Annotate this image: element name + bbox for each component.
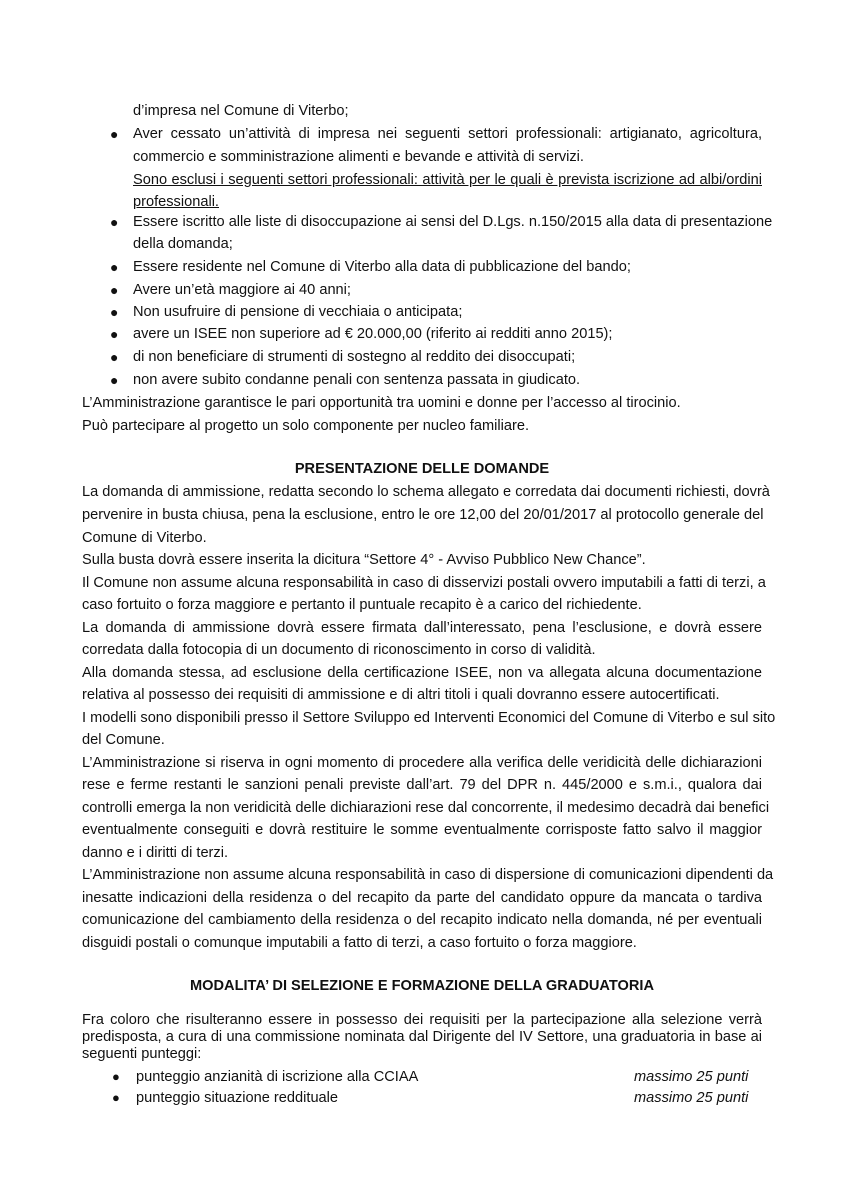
bullet-icon: ● [112,1069,120,1084]
paragraph-line: caso fortuito o forza maggiore e pertanto il puntuale recapito è a carico del richiedente. [82,597,642,613]
paragraph-line: predisposta, a cura di una commissione nominata dal Dirigente del IV Settore, una graduatoria in base ai [82,1029,762,1045]
list-item-text: Avere un’età maggiore ai 40 anni; [133,282,351,298]
paragraph-line: I modelli sono disponibili presso il Settore Sviluppo ed Interventi Economici del Comune di Viterbo e sul sito [82,710,776,726]
paragraph-line: Sulla busta dovrà essere inserita la dicitura “Settore 4° - Avviso Pubblico New Chance”. [82,552,646,568]
bullet-icon: ● [112,1090,120,1105]
paragraph-line: rese e ferme restanti le sanzioni penali previste dall’art. 79 del DPR n. 445/2000 e s.m.i., qualora dai [82,777,762,793]
paragraph-line: L’Amministrazione si riserva in ogni momento di procedere alla verifica delle veridicità delle dichiarazioni [82,755,762,771]
paragraph: Può partecipare al progetto un solo componente per nucleo familiare. [82,418,530,434]
bullet-icon: ● [110,259,119,275]
paragraph-line: inesatte indicazioni della residenza o del recapito da parte del candidato oppure da mancata o tardiva [82,890,762,906]
list-item-text: avere un ISEE non superiore ad € 20.000,00 (riferito ai redditi anno 2015); [133,326,613,342]
paragraph-line: L’Amministrazione non assume alcuna responsabilità in caso di dispersione di comunicazioni dipendenti da [82,867,774,883]
paragraph-line: pervenire in busta chiusa, pena la esclusione, entro le ore 12,00 del 20/01/2017 al protocollo generale del [82,507,764,523]
score-item-label: punteggio situazione reddituale [136,1090,339,1106]
list-item-continuation: d’impresa nel Comune di Viterbo; [133,103,349,119]
paragraph-line: disguidi postali o comunque imputabili a fatto di terzi, a caso fortuito o forza maggiore. [82,935,637,951]
bullet-icon: ● [110,214,119,230]
bullet-icon: ● [110,349,119,365]
paragraph-line: Fra coloro che risulteranno essere in possesso dei requisiti per la partecipazione alla selezione verrà [82,1012,762,1028]
paragraph-line: eventualmente conseguiti e dovrà restituire le somme eventualmente corrisposte fatto salvo il maggior [82,822,762,838]
paragraph: L’Amministrazione garantisce le pari opportunità tra uomini e donne per l’accesso al tirocinio. [82,395,681,411]
list-item-text: della domanda; [133,236,233,252]
score-item-max: massimo 25 punti [634,1069,749,1085]
list-item-text: di non beneficiare di strumenti di sostegno al reddito dei disoccupati; [133,349,576,365]
bullet-icon: ● [110,282,119,298]
underlined-note: Sono esclusi i seguenti settori professionali: attività per le quali è prevista iscrizione ad albi/ordini [133,172,762,188]
list-item-text: non avere subito condanne penali con sentenza passata in giudicato. [133,372,581,388]
paragraph-line: controlli emerga la non veridicità delle dichiarazioni rese dal concorrente, il medesimo decadrà dai benefici [82,800,770,816]
paragraph-line: comunicazione del cambiamento della residenza o del recapito indicato nella domanda, né per eventuali [82,912,762,928]
list-item-text: commercio e somministrazione alimenti e bevande e attività di servizi. [133,149,584,165]
bullet-icon: ● [110,372,119,388]
paragraph-line: Comune di Viterbo. [82,530,207,546]
list-item-text: Aver cessato un’attività di impresa nei seguenti settori professionali: artigianato, agricoltura, [133,126,762,142]
list-item-text: Essere residente nel Comune di Viterbo alla data di pubblicazione del bando; [133,259,631,275]
section-heading: MODALITA’ DI SELEZIONE E FORMAZIONE DELLA GRADUATORIA [189,978,655,994]
paragraph-line: del Comune. [82,732,165,748]
paragraph-line: corredata dalla fotocopia di un documento di riconoscimento in corso di validità. [82,642,596,658]
list-item-text: Non usufruire di pensione di vecchiaia o anticipata; [133,304,463,320]
paragraph-line: Alla domanda stessa, ad esclusione della certificazione ISEE, non va allegata alcuna documentazione [82,665,762,681]
list-item-text: Essere iscritto alle liste di disoccupazione ai sensi del D.Lgs. n.150/2015 alla data di presentazione [133,214,773,230]
section-heading: PRESENTAZIONE DELLE DOMANDE [294,461,550,477]
paragraph-line: relativa al possesso dei requisiti di ammissione e di altri titoli i quali dovranno essere autocertificati. [82,687,720,703]
paragraph-line: La domanda di ammissione, redatta secondo lo schema allegato e corredata dai documenti richiesti, dovrà [82,484,770,500]
score-item-label: punteggio anzianità di iscrizione alla CCIAA [136,1069,419,1085]
underlined-note: professionali. [133,194,219,210]
paragraph-line: danno e i diritti di terzi. [82,845,229,861]
score-item-max: massimo 25 punti [634,1090,749,1106]
bullet-icon: ● [110,126,119,142]
bullet-icon: ● [110,326,119,342]
paragraph-line: Il Comune non assume alcuna responsabilità in caso di disservizi postali ovvero imputabili a fatti di terzi, a [82,575,766,591]
paragraph-line: seguenti punteggi: [82,1046,202,1062]
paragraph-line: La domanda di ammissione dovrà essere firmata dall’interessato, pena l’esclusione, e dovrà essere [82,620,762,636]
bullet-icon: ● [110,304,119,320]
